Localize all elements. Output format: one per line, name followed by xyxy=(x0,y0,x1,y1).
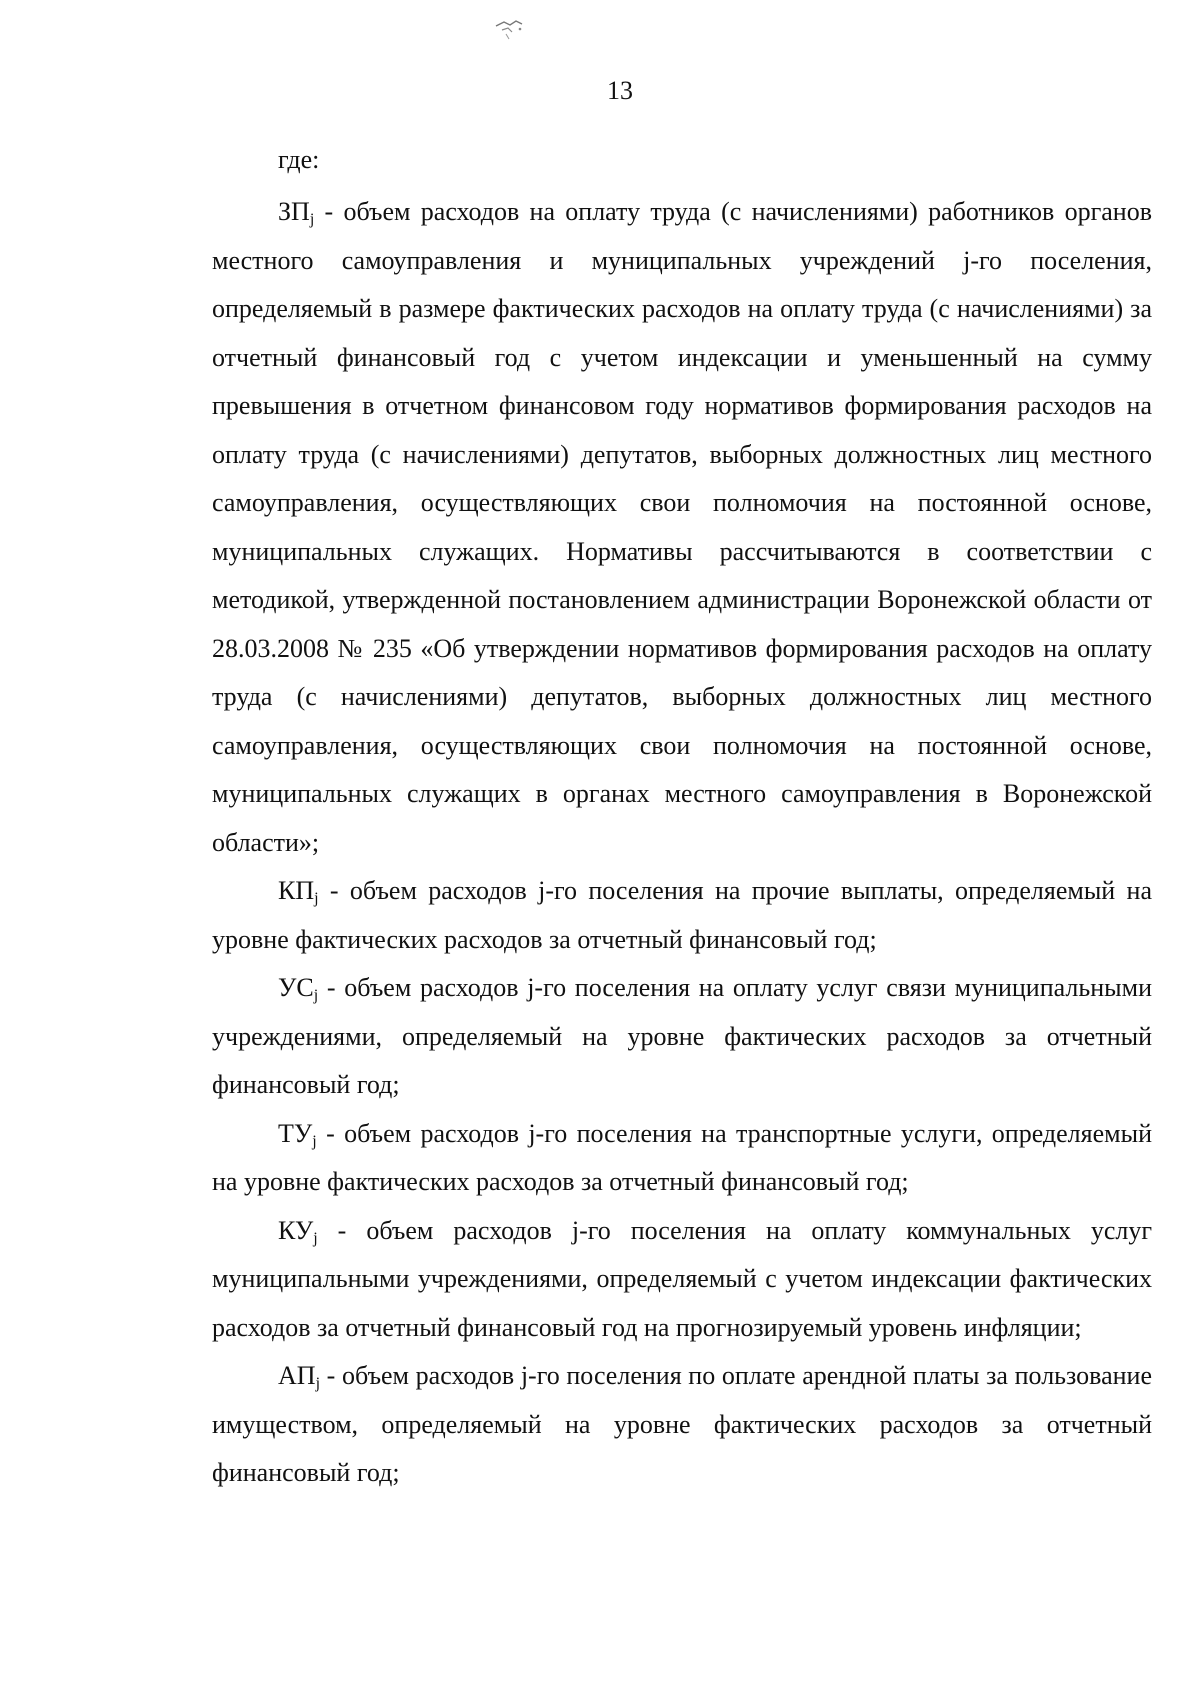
symbol-tu: $ТУ_j$ xyxy=(278,1118,317,1150)
definition-text: - объем расходов j-го поселения по оплате арендной платы за пользование имуществом, определяемый на уровне фактических расходов за отчетный финансовый год; xyxy=(212,1361,1152,1487)
definition-text: - объем расходов j-го поселения на оплату коммунальных услуг муниципальными учреждениями, определяемый с учетом индексации фактических расходов за отчетный финансовый год на прогнозируемый уровень инфляции; xyxy=(212,1215,1152,1342)
document-body xyxy=(212,136,1152,1498)
definition-text: - объем расходов j-го поселения на транспортные услуги, определяемый на уровне фактических расходов за отчетный финансовый год; xyxy=(212,1118,1152,1196)
definition-zp xyxy=(212,188,1152,867)
page-number: 13 xyxy=(607,76,633,105)
definition-us xyxy=(212,964,1152,1110)
symbol-us: $УС_j$ xyxy=(278,973,319,1004)
definition-ap xyxy=(212,1352,1152,1498)
symbol-ap: $АП_j$ xyxy=(278,1361,321,1392)
definition-tu xyxy=(212,1110,1152,1207)
definition-ku xyxy=(212,1207,1152,1353)
definition-text: - объем расходов j-го поселения на оплату услуг связи муниципальными учреждениями, определяемый на уровне фактических расходов за отчетный финансовый год; xyxy=(212,973,1152,1099)
symbol-ku: $КУ_j$ xyxy=(278,1215,318,1247)
definition-text: - объем расходов на оплату труда (с начислениями) работников органов местного самоуправления и муниципальных учреждений j-го поселения, определяемый в размере фактических расходов на оплату труда (с начислениями) за отчетный финансовый год с учетом индексации и уменьшенный на сумму превышения в отчетном финансовом году нормативов формирования расходов на оплату труда (с начислениями) депутатов, выборных должностных лиц местного самоуправления, осуществляющих свои полномочия на постоянной основе, муниципальных служащих. Нормативы рассчитываются в соответствии с методикой, утвержденной постановлением администрации Воронежской области от 28.03.2008 № 235 «Об утверждении нормативов формирования расходов на оплату труда (с начислениями) депутатов, выборных должностных лиц местного самоуправления, осуществляющих свои полномочия на постоянной основе, муниципальных служащих в органах местного самоуправления в Воронежской области»; xyxy=(212,197,1152,857)
where-label: где: xyxy=(278,145,320,174)
symbol-kp: $КП_j$ xyxy=(278,876,319,907)
symbol-zp: $ЗП_j$ xyxy=(278,197,315,228)
scan-artifact-mark xyxy=(490,16,530,42)
definition-text: - объем расходов j-го поселения на прочие выплаты, определяемый на уровне фактических расходов за отчетный финансовый год; xyxy=(212,876,1152,954)
definition-kp xyxy=(212,867,1152,964)
